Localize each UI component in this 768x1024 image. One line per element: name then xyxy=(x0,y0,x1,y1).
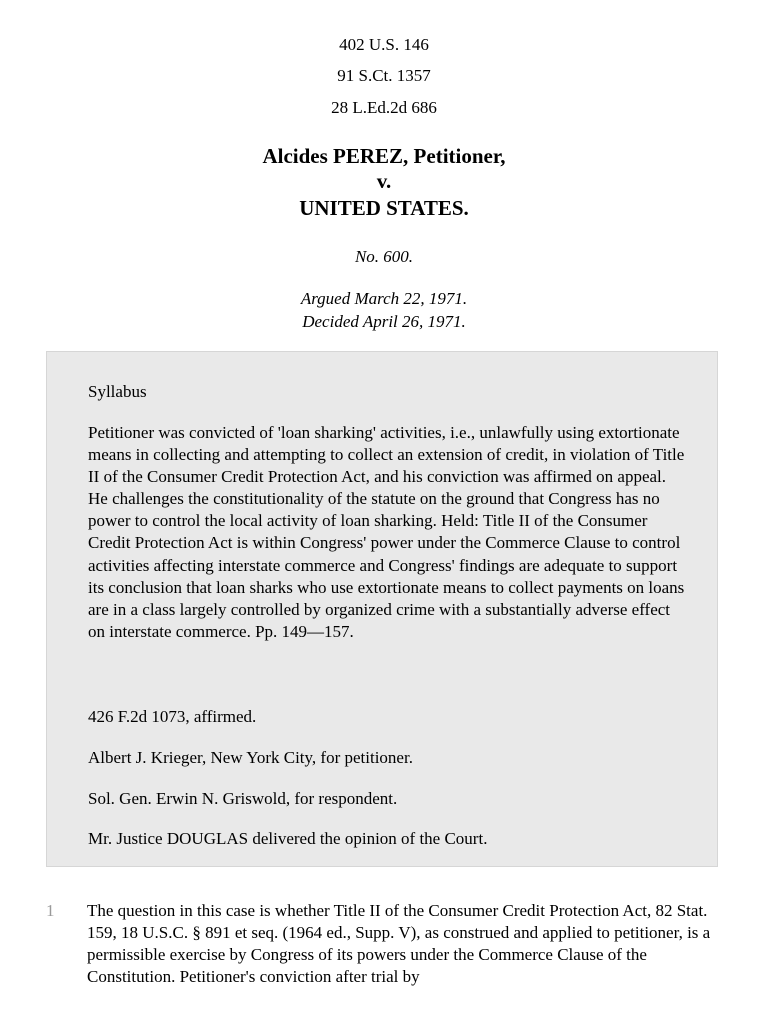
syllabus-panel xyxy=(46,351,718,867)
counsel-for-respondent: Sol. Gen. Erwin N. Griswold, for respondent. xyxy=(88,789,398,808)
respondent-name: UNITED STATES. xyxy=(299,196,469,220)
decided-date: Decided April 26, 1971. xyxy=(302,312,466,331)
supreme-court-reporter-citation: 91 S.Ct. 1357 xyxy=(337,66,431,85)
syllabus-summary: Petitioner was convicted of 'loan sharking' activities, i.e., unlawfully using extortionate means in collecting and attempting to collect an extension of credit, in violation of Title II of the Consumer Credit Protection Act, and his conviction was affirmed on appeal. He challenges the constitutionality of the statute on the ground that Congress has no power to control the local activity of loan sharking. Held: Title II of the Consumer Credit Protection Act is within Congress' power under the Commerce Clause to control activities affecting interstate commerce and Congress' findings are adequate to support its conclusion that loan sharks who use extortionate means to collect payments on loans are in a class largely controlled by organized crime with a substantially adverse effect on interstate commerce. Pp. 149—157. xyxy=(88,423,685,641)
paragraph-text: The question in this case is whether Title II of the Consumer Credit Protection Act, 82 Stat. 159, 18 U.S.C. § 891 et seq. (1964 ed., Supp. V), as construed and applied to petitioner, is a permissible exercise by Congress of its powers under the Commerce Clause of the Constitution. Petitioner's conviction after trial by xyxy=(87,901,711,986)
docket-number: No. 600. xyxy=(354,247,414,266)
petitioner-name: Alcides PEREZ, Petitioner, xyxy=(262,144,506,168)
opinion-author-line: Mr. Justice DOUGLAS delivered the opinion of the Court. xyxy=(88,829,488,848)
lower-court-disposition: 426 F.2d 1073, affirmed. xyxy=(88,707,257,726)
syllabus-heading: Syllabus xyxy=(88,382,147,401)
paragraph-number: 1 xyxy=(46,901,55,920)
us-reports-citation: 402 U.S. 146 xyxy=(339,35,429,54)
versus-label: v. xyxy=(376,169,392,193)
argued-date: Argued March 22, 1971. xyxy=(300,289,468,308)
lawyers-edition-citation: 28 L.Ed.2d 686 xyxy=(331,98,437,117)
counsel-for-petitioner: Albert J. Krieger, New York City, for petitioner. xyxy=(88,748,413,767)
